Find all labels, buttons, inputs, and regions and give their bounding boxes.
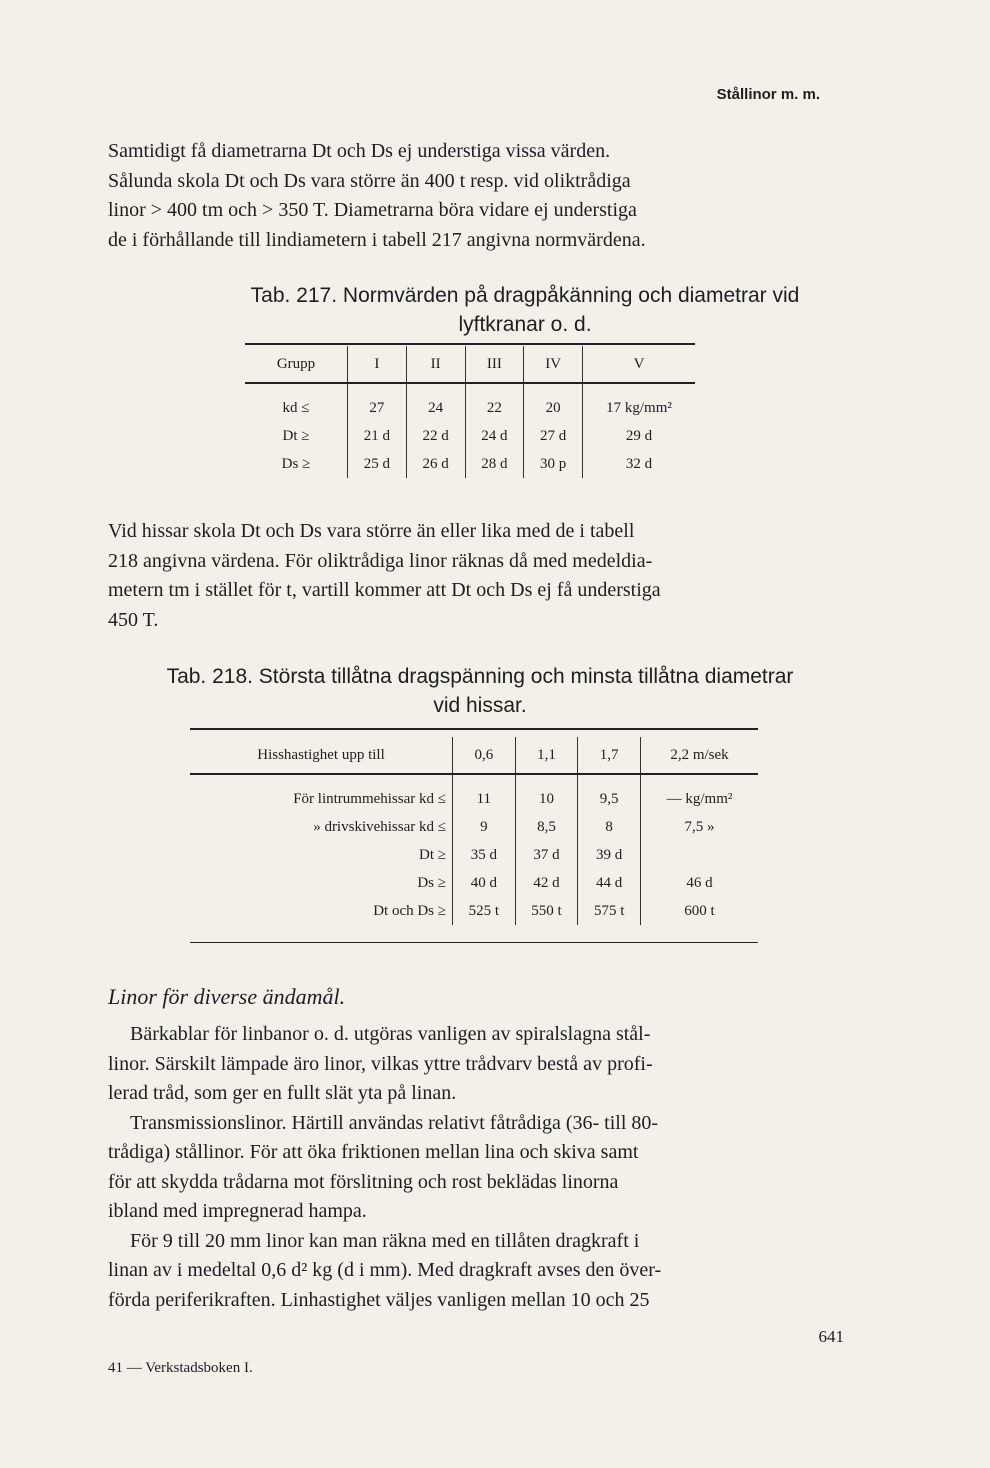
tab218-row-label: » drivskivehissar kd ≤ [313, 818, 446, 835]
tab218-header-cell: 2,2 m/sek [641, 737, 759, 774]
tab217-cell: 32 d [583, 450, 696, 478]
tab217-cell: 24 d [465, 422, 524, 450]
tab218-cell: 10 [515, 785, 578, 813]
tab218-row [190, 869, 758, 897]
tab218-cell: 8 [578, 813, 641, 841]
tab218-bottom-rule [190, 942, 758, 943]
middle-line: metern tm i stället för t, vartill kommer att Dt och Ds ej få understiga [108, 579, 661, 601]
tab217-header-cell: V [583, 346, 696, 383]
bottom-line: trådiga) stållinor. För att öka friktionen mellan lina och skiva samt [108, 1141, 639, 1163]
tab218-row-label: Dt ≥ [419, 846, 446, 863]
section-title: Linor för diverse ändamål. [108, 984, 346, 1009]
tab218-cell: 42 d [515, 869, 578, 897]
tab217-header-cell: IV [524, 346, 583, 383]
tab218-header-cell: 1,7 [578, 737, 641, 774]
tab218-row [190, 841, 758, 869]
tab217-cell: 24 [406, 394, 465, 422]
intro-line: Sålunda skola Dt och Ds vara större än 400 t resp. vid oliktrådiga [108, 169, 631, 192]
tab218-row [190, 785, 758, 813]
tab218-cell: — kg/mm² [641, 785, 759, 813]
tab217-cell: 17 kg/mm² [583, 394, 696, 422]
tab218-cell: 525 t [453, 897, 516, 925]
bottom-line: för att skydda trådarna mot förslitning och rost beklädas linorna [108, 1170, 619, 1193]
bottom-line: förda periferikraften. Linhastighet väljes vanligen mellan 10 och 25 [108, 1288, 650, 1311]
tab217-cell: 22 d [406, 422, 465, 450]
tab218-cell: 44 d [578, 869, 641, 897]
tab218-row-label: Dt och Ds ≥ [373, 902, 446, 919]
tab217-header-row [245, 346, 695, 383]
tab217-row [245, 394, 695, 422]
tab217-cell: 22 [465, 394, 524, 422]
tab218-cell: 46 d [641, 869, 759, 897]
tab218-caption-line1: Tab. 218. Största tillåtna dragspänning och minsta tillåtna diametrar [166, 665, 794, 688]
tab218-cell: 35 d [453, 841, 516, 869]
tab217-row [245, 422, 695, 450]
bottom-line: linan av i medeltal 0,6 d² kg (d i mm). Med dragkraft avses den över- [108, 1259, 662, 1281]
bottom-paragraph [108, 1020, 843, 1315]
middle-line: 450 T. [108, 608, 159, 631]
bottom-line: lerad tråd, som ger en fullt slät yta på linan. [108, 1082, 457, 1104]
tab218-row-label: Ds ≥ [417, 874, 446, 891]
middle-paragraph [108, 517, 843, 635]
tab217-cell: 28 d [465, 450, 524, 478]
tab217-top-rule [245, 343, 695, 345]
tab217-cell: 27 [348, 394, 407, 422]
tab218-top-rule [190, 728, 758, 730]
tab218-row-label: För lintrummehissar kd ≤ [293, 790, 446, 807]
tab217-row-label: kd ≤ [282, 399, 310, 416]
middle-line: 218 angivna värdena. För oliktrådiga linor räknas då med medeldia- [108, 549, 653, 572]
tab217-caption [200, 281, 850, 339]
tab217-header-cell: I [348, 346, 407, 383]
tab217-table [245, 346, 695, 478]
tab217-cell: 20 [524, 394, 583, 422]
tab217-cell: 26 d [406, 450, 465, 478]
tab218-cell: 37 d [515, 841, 578, 869]
tab217-header-cell: Grupp [245, 346, 348, 383]
tab218-cell: 40 d [453, 869, 516, 897]
tab218-header-cell: 1,1 [515, 737, 578, 774]
intro-line: linor > 400 tm och > 350 T. Diametrarna böra vidare ej understiga [108, 199, 637, 221]
tab217-row [245, 450, 695, 478]
tab218-cell: 9,5 [578, 785, 641, 813]
tab217-cell: 21 d [348, 422, 407, 450]
tab218-header-cell: Hisshastighet upp till [190, 737, 453, 774]
tab218-row [190, 897, 758, 925]
running-header: Stållinor m. m. [716, 86, 820, 103]
tab217-cell: 30 p [524, 450, 583, 478]
tab218-caption-line2: vid hissar. [433, 694, 527, 717]
tab218-cell: 550 t [515, 897, 578, 925]
bottom-line: För 9 till 20 mm linor kan man räkna med en tillåten dragkraft i [130, 1229, 640, 1252]
bottom-line: linor. Särskilt lämpade äro linor, vilkas yttre trådvarv bestå av profi- [108, 1052, 653, 1075]
tab217-caption-line2: lyftkranar o. d. [458, 313, 592, 336]
tab218-cell: 7,5 » [641, 813, 759, 841]
tab218-cell: 8,5 [515, 813, 578, 841]
tab218-cell: 11 [453, 785, 516, 813]
tab218-cell: 575 t [578, 897, 641, 925]
tab218-caption [110, 662, 850, 720]
tab218-row [190, 813, 758, 841]
tab217-cell: 29 d [583, 422, 696, 450]
tab218-header-row [190, 737, 758, 774]
tab218-cell: 9 [453, 813, 516, 841]
intro-line: de i förhållande till lindiametern i tabell 217 angivna normvärdena. [108, 228, 646, 251]
tab218-header-cell: 0,6 [453, 737, 516, 774]
tab217-cell: 27 d [524, 422, 583, 450]
intro-line: Samtidigt få diametrarna Dt och Ds ej understiga vissa värden. [108, 140, 611, 162]
tab218-table [190, 737, 758, 925]
tab217-row-label: Dt ≥ [282, 427, 310, 444]
bottom-line: ibland med impregnerad hampa. [108, 1200, 367, 1222]
page-number: 641 [818, 1327, 844, 1346]
footer-signature: 41 — Verkstadsboken I. [108, 1360, 253, 1376]
tab218-cell: 39 d [578, 841, 641, 869]
tab218-cell: 600 t [641, 897, 759, 925]
tab217-row-label: Ds ≥ [281, 455, 311, 472]
middle-line: Vid hissar skola Dt och Ds vara större än eller lika med de i tabell [108, 520, 635, 542]
intro-paragraph [108, 137, 843, 255]
bottom-line: Transmissionslinor. Härtill användas relativt fåtrådiga (36- till 80- [130, 1111, 659, 1134]
tab217-cell: 25 d [348, 450, 407, 478]
tab218-cell [641, 841, 759, 869]
tab217-header-cell: II [406, 346, 465, 383]
tab217-header-cell: III [465, 346, 524, 383]
bottom-line: Bärkablar för linbanor o. d. utgöras vanligen av spiralslagna stål- [130, 1023, 651, 1045]
tab217-caption-line1: Tab. 217. Normvärden på dragpåkänning och diametrar vid [250, 284, 800, 307]
